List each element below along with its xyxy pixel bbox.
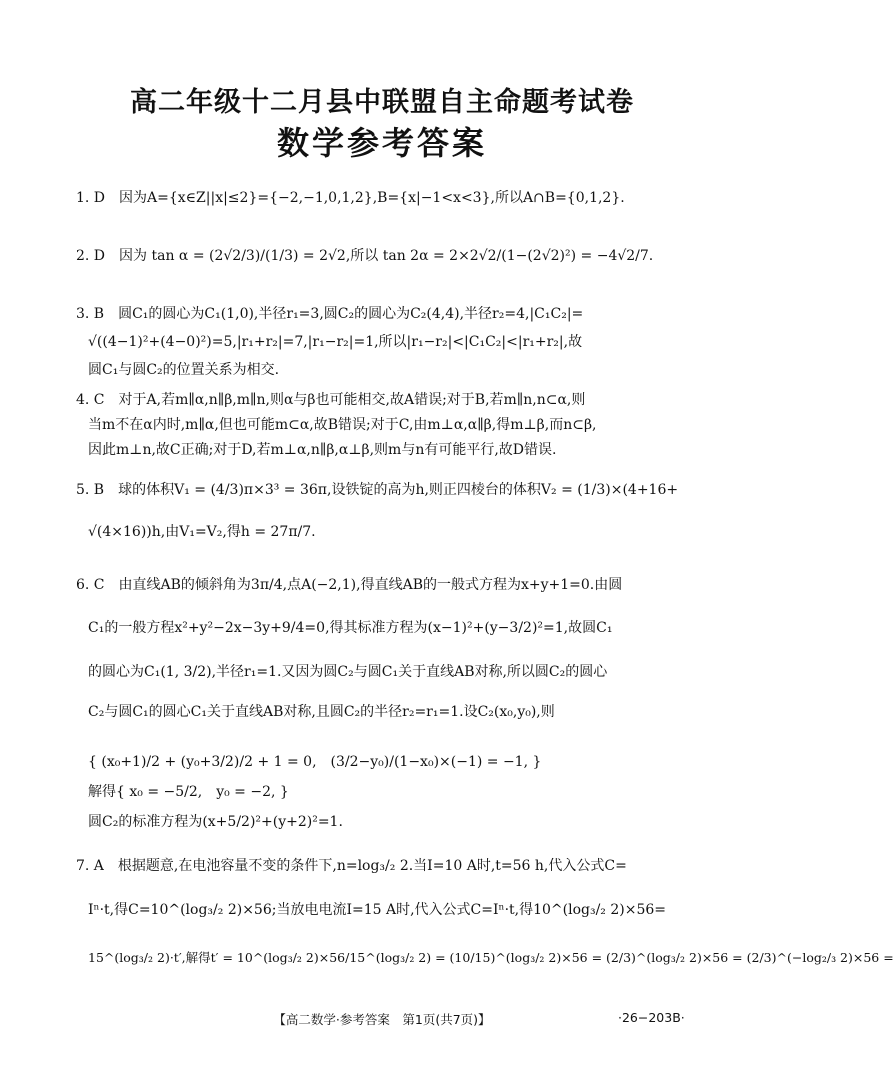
answer-6-system: { (x₀+1)/2 + (y₀+3/2)/2 + 1 = 0, (3/2−y₀)/(1−x₀)×(−1) = −1, } xyxy=(88,754,542,770)
answer-6-line-3: 的圆心为C₁(1, 3/2),半径r₁=1.又因为圆C₂与圆C₁关于直线AB对称,所以圆C₂的圆心 xyxy=(88,664,608,680)
answer-5-line-2: √(4×16))h,由V₁=V₂,得h = 27π/7. xyxy=(88,524,316,540)
answer-3-line-3: 圆C₁与圆C₂的位置关系为相交. xyxy=(88,362,280,378)
answer-3-line-1: 3. B 圆C₁的圆心为C₁(1,0),半径r₁=3,圆C₂的圆心为C₂(4,4),半径r₂=4,|C₁C₂|= xyxy=(76,306,584,322)
answer-6-solution: 解得{ x₀ = −5/2, y₀ = −2, } xyxy=(88,784,289,800)
answer-1: 1. D 因为A={x∈Z||x|≤2}={−2,−1,0,1,2},B={x|−1<x<3},所以A∩B={0,1,2}. xyxy=(76,190,625,206)
answer-4-line-1: 4. C 对于A,若m∥α,n∥β,m∥n,则α与β也可能相交,故A错误;对于B,若m∥n,n⊂α,则 xyxy=(76,392,586,408)
page-title: 高二年级十二月县中联盟自主命题考试卷 xyxy=(130,87,634,118)
answer-2: 2. D 因为 tan α = (2√2/3)/(1/3) = 2√2,所以 tan 2α = 2×2√2/(1−(2√2)²) = −4√2/7. xyxy=(76,248,654,264)
answer-6-result: 圆C₂的标准方程为(x+5/2)²+(y+2)²=1. xyxy=(88,814,343,830)
answer-7-line-2: Iⁿ·t,得C=10^(log₃/₂ 2)×56;当放电电流I=15 A时,代入公式C=Iⁿ·t,得10^(log₃/₂ 2)×56= xyxy=(88,902,667,918)
answer-4-line-3: 因此m⊥n,故C正确;对于D,若m⊥α,n∥β,α⊥β,则m与n有可能平行,故D错误. xyxy=(88,442,557,458)
answer-3-line-2: √((4−1)²+(4−0)²)=5,|r₁+r₂|=7,|r₁−r₂|=1,所以|r₁−r₂|<|C₁C₂|<|r₁+r₂|,故 xyxy=(88,334,583,350)
answer-6-line-2: C₁的一般方程x²+y²−2x−3y+9/4=0,得其标准方程为(x−1)²+(y−3/2)²=1,故圆C₁ xyxy=(88,620,613,636)
page-footer: 【高二数学·参考答案 第1页(共7页)】 xyxy=(273,1012,491,1027)
answer-4-line-2: 当m不在α内时,m∥α,但也可能m⊂α,故B错误;对于C,由m⊥α,α∥β,得m⊥β,而n⊂β, xyxy=(88,417,597,433)
answer-7-line-1: 7. A 根据题意,在电池容量不变的条件下,n=log₃/₂ 2.当I=10 A时,t=56 h,代入公式C= xyxy=(76,858,627,874)
answer-6-line-4: C₂与圆C₁的圆心C₁关于直线AB对称,且圆C₂的半径r₂=r₁=1.设C₂(x₀,y₀),则 xyxy=(88,704,555,720)
answer-6-line-1: 6. C 由直线AB的倾斜角为3π/4,点A(−2,1),得直线AB的一般式方程为x+y+1=0.由圆 xyxy=(76,577,623,593)
page-subtitle: 数学参考答案 xyxy=(276,124,487,162)
answer-7-line-3: 15^(log₃/₂ 2)·t′,解得t′ = 10^(log₃/₂ 2)×56/15^(log₃/₂ 2) = (10/15)^(log₃/₂ 2)×56 = (2/3)^(log₃/₂ 2)×56 = (2/3)^(−log₂/₃ 2)×56 = xyxy=(88,950,894,965)
answer-5-line-1: 5. B 球的体积V₁ = (4/3)π×3³ = 36π,设铁锭的高为h,则正四棱台的体积V₂ = (1/3)×(4+16+ xyxy=(76,482,679,498)
document-code: ·26−203B· xyxy=(618,1010,685,1025)
